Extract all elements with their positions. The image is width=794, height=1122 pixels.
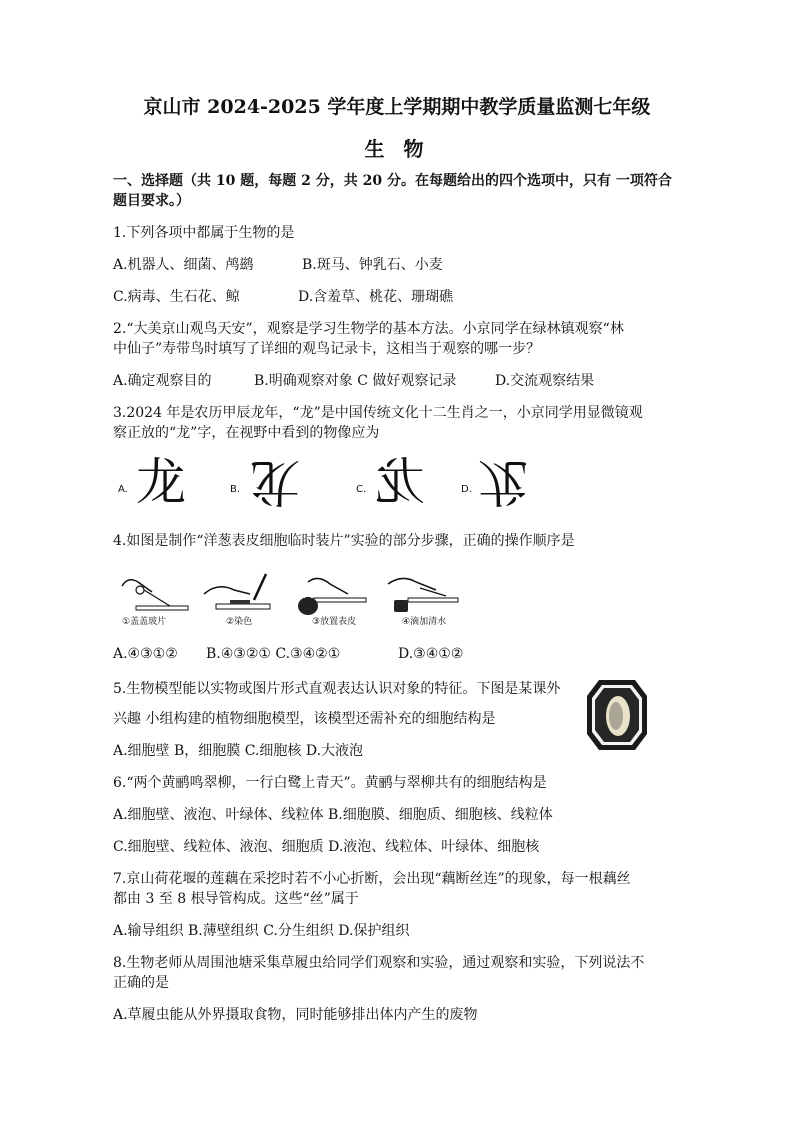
q3-label-b: B. (230, 484, 241, 495)
q6-stem: 6.“两个黄鹂鸣翠柳，一行白鹭上青天”。黄鹂与翠柳共有的细胞结构是 (113, 775, 547, 791)
q1-option-c: C.病毒、生石花、鲸 (113, 289, 240, 305)
q7-options: A.输导组织 B.薄壁组织 C.分生组织 D.保护组织 (113, 923, 410, 939)
q4-option-bc: B.④③②① C.③④②① (206, 646, 341, 662)
q3-glyph-c: 龙 (375, 453, 425, 511)
q4-step2-illustration (200, 568, 280, 618)
q3-label-c: C. (356, 484, 367, 495)
q4-caption-1: ①盖盖玻片 (122, 617, 167, 627)
q3-label-a: A. (118, 484, 128, 495)
q4-caption-3: ③放置表皮 (312, 617, 357, 627)
q4-caption-4: ④滴加清水 (402, 617, 447, 627)
q5-stem-line2: 兴趣 小组构建的植物细胞模型，该模型还需补充的细胞结构是 (113, 711, 496, 727)
q3-stem-line1: 3.2024 年是农历甲辰龙年，“龙”是中国传统文化十二生肖之一，小京同学用显微镜观 (113, 405, 643, 421)
section-heading-line1: 一、选择题（共 10 题，每题 2 分，共 20 分。在每题给出的四个选项中，只有 一项符合 (113, 173, 672, 189)
q3-stem-line2: 察正放的“龙”字，在视野中看到的物像应为 (113, 425, 380, 441)
exam-title: 京山市 2024-2025 学年度上学期期中教学质量监测七年级 (143, 96, 651, 118)
q8-stem-line1: 8.生物老师从周围池塘采集草履虫给同学们观察和实验，通过观察和实验，下列说法不 (113, 955, 645, 971)
q5-stem-line1: 5.生物模型能以实物或图片形式直观表达认识对象的特征。下图是某课外 (113, 681, 561, 697)
q4-caption-2: ②染色 (226, 617, 253, 627)
q4-option-d: D.③④①② (398, 646, 464, 662)
q1-option-a: A.机器人、细菌、鸬鹚 (113, 257, 254, 273)
q8-stem-line2: 正确的是 (113, 975, 169, 991)
q4-option-a: A.④③①② (113, 646, 178, 662)
plant-cell-model-image (585, 676, 649, 754)
q2-option-d: D.交流观察结果 (495, 373, 595, 389)
q1-option-d: D.含羞草、桃花、珊瑚礁 (298, 289, 454, 305)
q8-option-a: A.草履虫能从外界摄取食物，同时能够排出体内产生的废物 (113, 1007, 478, 1023)
q4-step3-illustration (294, 568, 374, 618)
q2-option-a: A.确定观察目的 (113, 373, 212, 389)
section-heading-line2: 题目要求。） (113, 193, 190, 209)
q3-label-d: D. (461, 484, 472, 495)
subject-title: 生 物 (364, 137, 430, 161)
q7-stem-line1: 7.京山荷花堰的莲藕在采挖时若不小心折断，会出现“藕断丝连”的现象，每一根藕丝 (113, 871, 631, 887)
q4-step4-illustration (384, 568, 464, 618)
q2-stem-line1: 2.“大美京山观鸟天安”，观察是学习生物学的基本方法。小京同学在绿林镇观察“林 (113, 321, 624, 337)
q3-glyph-d: 龙 (478, 453, 528, 511)
q4-step1-illustration (112, 568, 192, 618)
q2-stem-line2: 中仙子”寿带鸟时填写了详细的观鸟记录卡，这相当于观察的哪一步？ (113, 341, 541, 357)
q1-stem: 1.下列各项中都属于生物的是 (113, 225, 295, 241)
q6-options-ab: A.细胞壁、液泡、叶绿体、线粒体 B.细胞膜、细胞质、细胞核、线粒体 (113, 807, 553, 823)
q3-glyph-a: 龙 (136, 453, 186, 511)
q5-options: A.细胞壁 B，细胞膜 C.细胞核 D.大液泡 (113, 743, 364, 759)
q7-stem-line2: 都由 3 至 8 根导管构成。这些“丝”属于 (113, 891, 359, 907)
q3-glyph-b: 龙 (250, 453, 300, 511)
q2-option-bc: B.明确观察对象 C 做好观察记录 (254, 373, 457, 389)
q1-option-b: B.斑马、钟乳石、小麦 (302, 257, 443, 273)
q6-options-cd: C.细胞壁、线粒体、液泡、细胞质 D.液泡、线粒体、叶绿体、细胞核 (113, 839, 540, 855)
q4-stem: 4.如图是制作“洋葱表皮细胞临时装片”实验的部分步骤，正确的操作顺序是 (113, 533, 575, 549)
